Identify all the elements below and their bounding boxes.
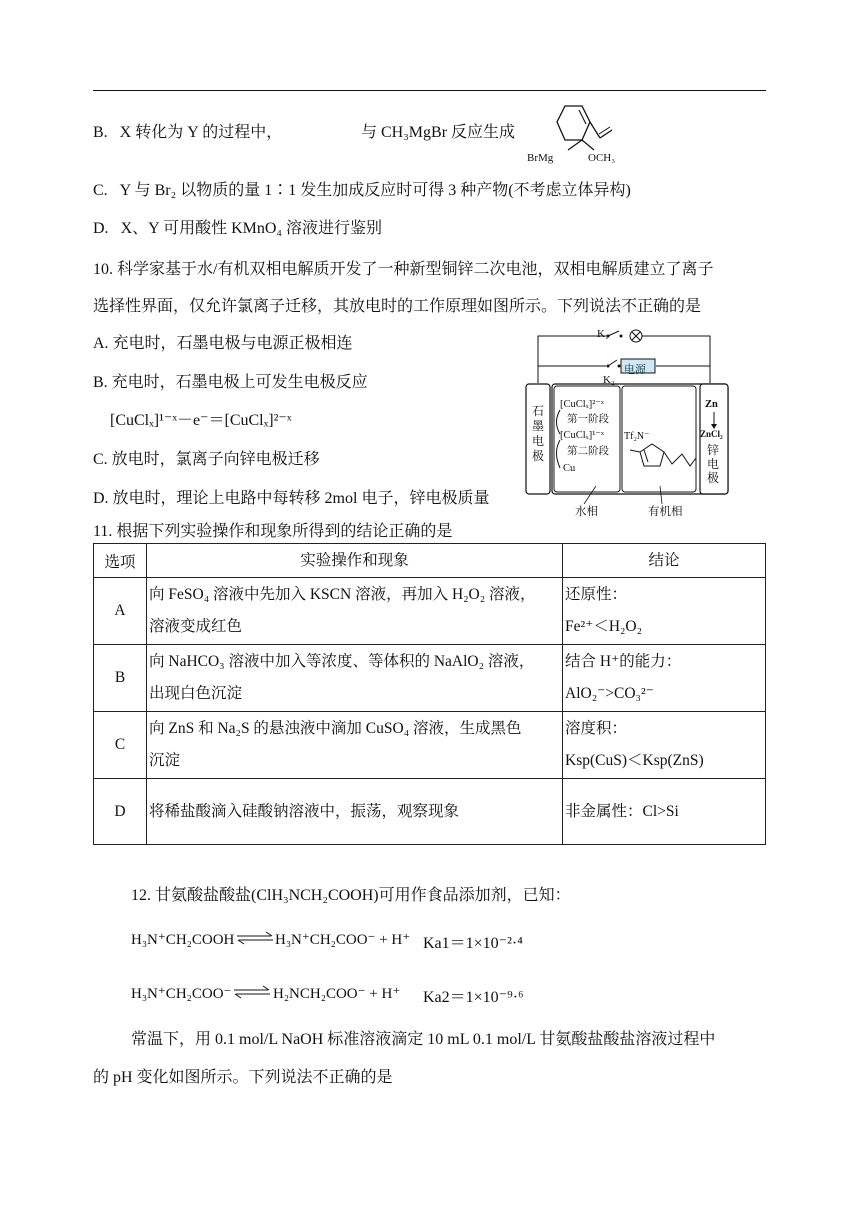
q11-row-c-conclusion: 溶度积： Ksp(CuS)＜Ksp(ZnS)	[563, 712, 766, 779]
q11-header-operation: 实验操作和现象	[147, 544, 563, 578]
q12-paragraph-line1: 常温下，用 0.1 mol/L NaOH 标准溶液滴定 10 mL 0.1 mol/L 甘氨酸盐酸盐溶液过程中	[131, 1031, 716, 1048]
q10-diagram-species1: [CuClₓ]²⁻ˣ	[560, 399, 604, 410]
q10-diagram-graphite: 石墨电极	[531, 404, 544, 463]
q11-row-a-operation: 向 FeSO₄ 溶液中先加入 KSCN 溶液，再加入 H₂O₂ 溶液， 溶液变成红色	[147, 578, 563, 645]
q11-table	[93, 543, 766, 845]
q10-stem-line1: 10. 科学家基于水/有机双相电解质开发了一种新型铜锌二次电池，双相电解质建立了离子	[93, 261, 714, 278]
q12-eq1-right: H₃N⁺CH₂COO⁻ + H⁺	[275, 932, 411, 948]
q9-option-b: B. X 转化为 Y 的过程中，	[93, 124, 283, 141]
q10-diagram-k2: K₂	[603, 374, 615, 386]
q12-eq1-ka1: Ka1＝1×10⁻²·⁴	[423, 935, 523, 952]
q11-header-option: 选项	[94, 544, 147, 578]
q12-eq2-ka2: Ka2＝1×10⁻⁹·⁶	[423, 989, 524, 1006]
q11-row-b-conclusion: 结合 H⁺的能力： AlO₂⁻>CO₃²⁻	[563, 645, 766, 712]
q10-diagram-zncl2: ZnCl₂	[700, 429, 723, 439]
q9-option-c: C. Y 与 Br₂ 以物质的量 1∶1 发生加成反应时可得 3 种产物(不考虑立体异构)	[93, 182, 631, 199]
q12-paragraph-line2: 的 pH 变化如图所示。下列说法不正确的是	[93, 1069, 393, 1086]
q11-row-d-option: D	[94, 779, 147, 845]
q11-row-d-conclusion: 非金属性：Cl>Si	[563, 779, 766, 845]
q11-stem: 11. 根据下列实验操作和现象所得到的结论正确的是	[93, 523, 453, 540]
q11-row-c-operation: 向 ZnS 和 Na₂S 的悬浊液中滴加 CuSO₄ 溶液，生成黑色 沉淀	[147, 712, 563, 779]
q11-row-b	[94, 645, 766, 712]
q9-structure-label-och3: OCH₃	[588, 152, 616, 164]
q11-row-d-operation: 将稀盐酸滴入硅酸钠溶液中，振荡，观察现象	[147, 779, 563, 845]
q10-battery-diagram	[520, 322, 732, 522]
q12-eq2-right: H₂NCH₂COO⁻ + H⁺	[273, 986, 401, 1002]
q10-diagram-zinc-electrode: 锌电极	[706, 443, 719, 485]
q12-eq1-left: H₃N⁺CH₂COOH	[131, 932, 235, 948]
q10-option-d: D. 放电时，理论上电路中每转移 2mol 电子，锌电极质量	[93, 490, 490, 507]
q11-row-a-conclusion: 还原性： Fe²⁺＜H₂O₂	[563, 578, 766, 645]
q12-eq2-equilibrium-arrow	[232, 985, 272, 999]
q9-option-d: D. X、Y 可用酸性 KMnO₄ 溶液进行鉴别	[93, 220, 382, 237]
q11-row-b-option: B	[94, 645, 147, 712]
q9-structure-label-brmg: BrMg	[527, 152, 554, 164]
q11-row-a-option: A	[94, 578, 147, 645]
q10-option-a: A. 充电时，石墨电极与电源正极相连	[93, 335, 353, 352]
q11-row-a	[94, 578, 766, 645]
q11-header-conclusion: 结论	[563, 544, 766, 578]
q12-eq1-equilibrium-arrow	[235, 931, 275, 945]
q10-diagram-stage2: 第二阶段	[567, 446, 609, 457]
q10-diagram-tf2n: Tf₂N⁻	[624, 431, 650, 442]
q12-eq2-left: H₃N⁺CH₂COO⁻	[131, 986, 232, 1002]
q10-option-c: C. 放电时，氯离子向锌电极迁移	[93, 451, 320, 468]
q11-row-c-option: C	[94, 712, 147, 779]
q10-diagram-stage1: 第一阶段	[567, 414, 609, 425]
q10-diagram-power: 电源	[624, 364, 646, 376]
q9-option-b-text2: 与 CH₃MgBr 反应生成	[361, 124, 516, 141]
q11-row-d	[94, 779, 766, 845]
q11-header-row	[94, 544, 766, 578]
q10-diagram-cu: Cu	[563, 463, 576, 474]
q10-diagram-organic-phase: 有机相	[648, 506, 683, 518]
q12-stem: 12. 甘氨酸盐酸盐(ClH₃NCH₂COOH)可用作食品添加剂，已知：	[131, 887, 571, 904]
q10-diagram-zn: Zn	[705, 399, 718, 410]
q10-stem-line2: 选择性界面，仅允许氯离子迁移，其放电时的工作原理如图所示。下列说法不正确的是	[93, 298, 702, 315]
q11-row-c	[94, 712, 766, 779]
q10-option-b-equation: [CuClₓ]¹⁻ˣ－e⁻＝[CuClₓ]²⁻ˣ	[110, 412, 292, 429]
q11-row-b-operation: 向 NaHCO₃ 溶液中加入等浓度、等体积的 NaAlO₂ 溶液， 出现白色沉淀	[147, 645, 563, 712]
top-rule	[93, 90, 766, 91]
q10-diagram-water-phase: 水相	[575, 506, 598, 518]
q10-diagram-species2: [CuClₓ]¹⁻ˣ	[560, 430, 604, 441]
q10-diagram-k1: K₁	[597, 328, 609, 340]
q10-option-b: B. 充电时，石墨电极上可发生电极反应	[93, 374, 368, 391]
